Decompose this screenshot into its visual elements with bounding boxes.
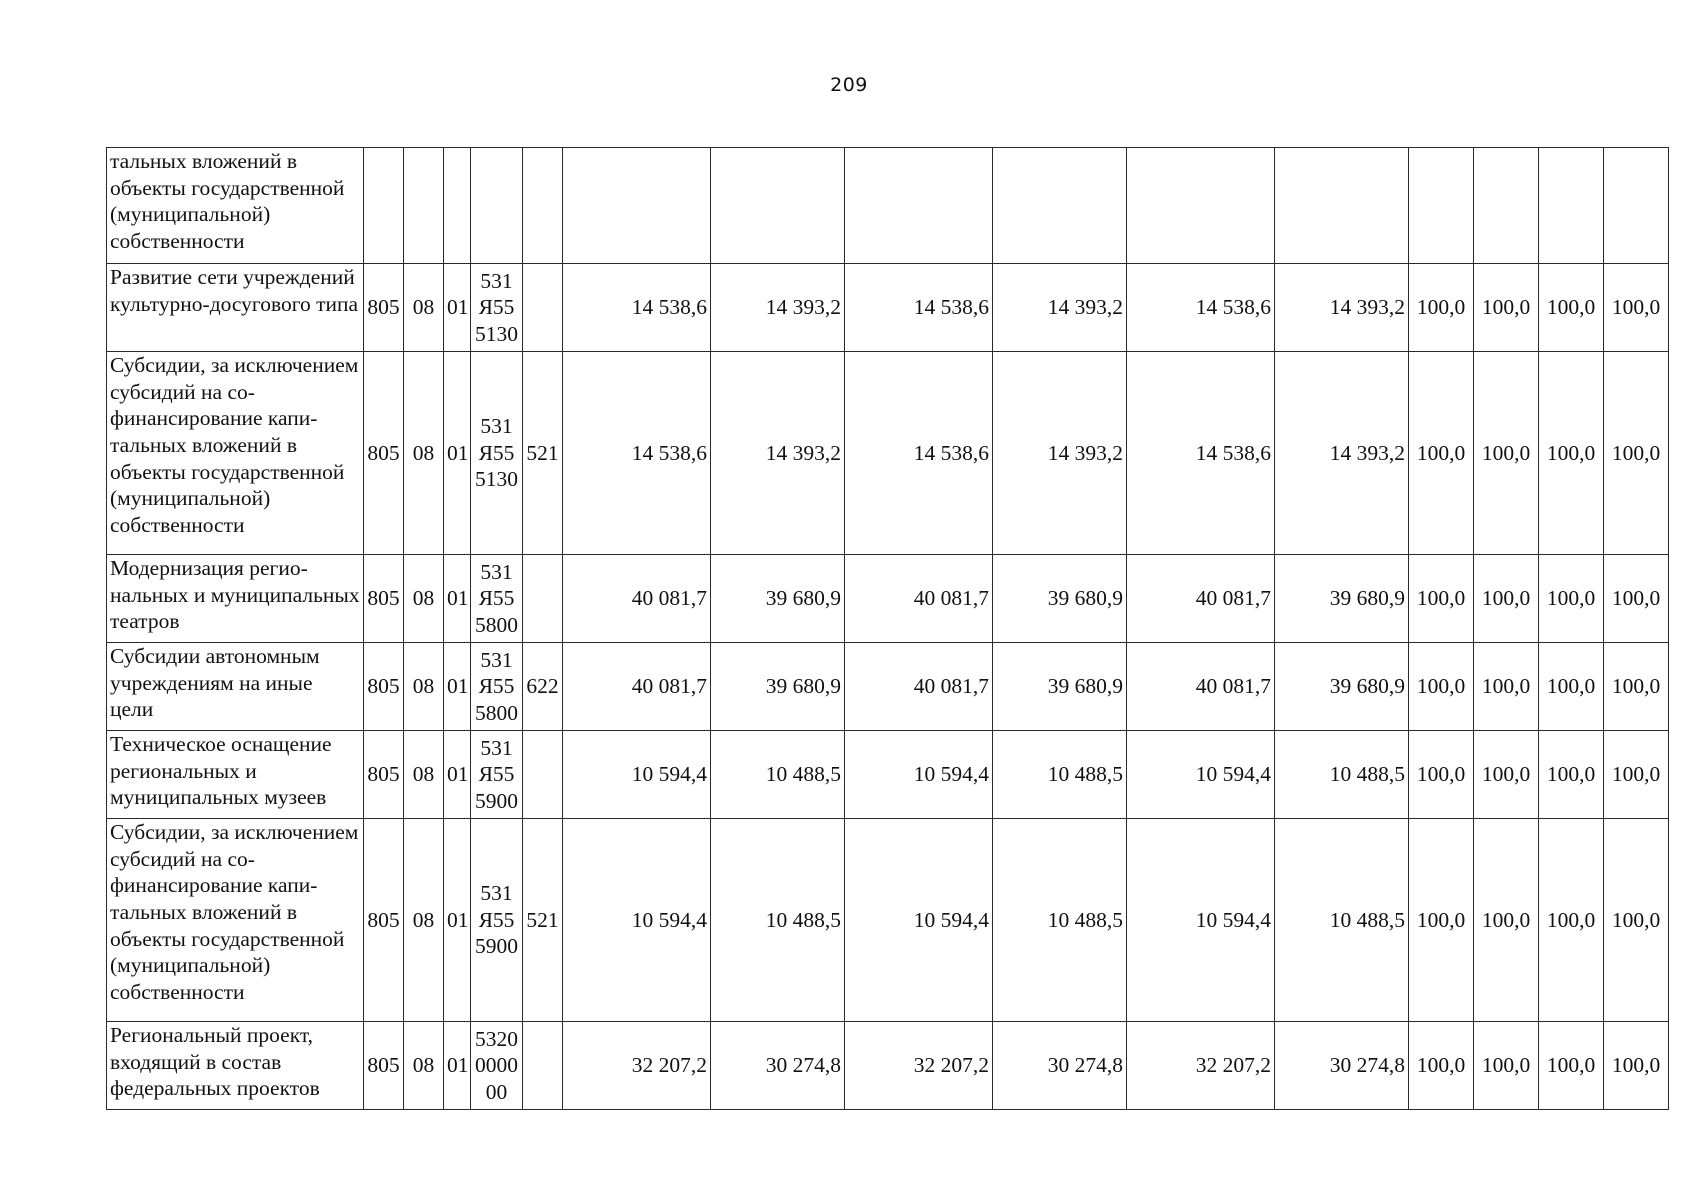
vr-code-cell: [523, 1022, 563, 1110]
amount-cell: 10 488,5: [993, 819, 1127, 1022]
amount-cell: 10 594,4: [1127, 731, 1275, 819]
csr-code-cell: 531Я555800: [471, 555, 523, 643]
amount-cell: 30 274,8: [993, 1022, 1127, 1110]
percent-cell: 100,0: [1539, 352, 1604, 555]
percent-cell: 100,0: [1474, 1022, 1539, 1110]
amount-cell: 10 594,4: [1127, 819, 1275, 1022]
percent-cell: 100,0: [1474, 643, 1539, 731]
amount-cell: 39 680,9: [1275, 643, 1409, 731]
percent-cell: 100,0: [1539, 819, 1604, 1022]
rz-code-cell: 08: [404, 731, 444, 819]
percent-cell: 100,0: [1539, 264, 1604, 352]
percent-cell: 100,0: [1539, 555, 1604, 643]
csr-code-cell: [471, 148, 523, 264]
pr-code-cell: 01: [444, 555, 471, 643]
amount-cell: 10 488,5: [993, 731, 1127, 819]
rz-code-cell: 08: [404, 643, 444, 731]
rz-code-cell: 08: [404, 555, 444, 643]
percent-cell: 100,0: [1409, 555, 1474, 643]
ved-code-cell: 805: [364, 731, 404, 819]
amount-cell: 14 393,2: [993, 264, 1127, 352]
percent-cell: [1604, 148, 1669, 264]
rz-code-cell: 08: [404, 1022, 444, 1110]
amount-cell: [993, 148, 1127, 264]
amount-cell: 10 594,4: [845, 819, 993, 1022]
vr-code-cell: 622: [523, 643, 563, 731]
row-name-cell: тальных вложений в объекты государственной (муниципальной) собственности: [107, 148, 364, 264]
row-name-cell: Техническое оснащение региональных и муниципальных музеев: [107, 731, 364, 819]
rz-code-cell: 08: [404, 352, 444, 555]
ved-code-cell: 805: [364, 1022, 404, 1110]
amount-cell: 14 538,6: [1127, 352, 1275, 555]
percent-cell: 100,0: [1409, 643, 1474, 731]
pr-code-cell: [444, 148, 471, 264]
percent-cell: 100,0: [1474, 352, 1539, 555]
percent-cell: 100,0: [1604, 819, 1669, 1022]
table-row: [107, 352, 1669, 555]
row-name-cell: Развитие сети учреждений культурно-досугового типа: [107, 264, 364, 352]
amount-cell: 10 488,5: [1275, 731, 1409, 819]
amount-cell: 39 680,9: [711, 555, 845, 643]
amount-cell: 40 081,7: [563, 555, 711, 643]
ved-code-cell: 805: [364, 819, 404, 1022]
amount-cell: 40 081,7: [1127, 643, 1275, 731]
csr-code-cell: 531Я555800: [471, 643, 523, 731]
percent-cell: 100,0: [1474, 819, 1539, 1022]
pr-code-cell: 01: [444, 264, 471, 352]
amount-cell: [563, 148, 711, 264]
row-name-cell: Субсидии автономным учреждениям на иные цели: [107, 643, 364, 731]
amount-cell: 10 488,5: [711, 731, 845, 819]
pr-code-cell: 01: [444, 1022, 471, 1110]
amount-cell: 14 393,2: [1275, 264, 1409, 352]
row-name-cell: Субсидии, за исключением субсидий на софинансирование капитальных вложений в объекты государственной (муниципальной) собственности: [107, 352, 364, 555]
amount-cell: 39 680,9: [711, 643, 845, 731]
rz-code-cell: 08: [404, 819, 444, 1022]
percent-cell: 100,0: [1409, 352, 1474, 555]
table-row: [107, 555, 1669, 643]
amount-cell: 14 538,6: [845, 264, 993, 352]
amount-cell: 14 538,6: [1127, 264, 1275, 352]
amount-cell: 39 680,9: [993, 555, 1127, 643]
percent-cell: 100,0: [1604, 352, 1669, 555]
amount-cell: 10 594,4: [845, 731, 993, 819]
percent-cell: 100,0: [1474, 555, 1539, 643]
csr-code-cell: 531Я555900: [471, 819, 523, 1022]
amount-cell: 32 207,2: [845, 1022, 993, 1110]
percent-cell: 100,0: [1409, 819, 1474, 1022]
percent-cell: 100,0: [1539, 731, 1604, 819]
amount-cell: 32 207,2: [1127, 1022, 1275, 1110]
vr-code-cell: [523, 264, 563, 352]
pr-code-cell: 01: [444, 819, 471, 1022]
amount-cell: 10 488,5: [1275, 819, 1409, 1022]
amount-cell: [1127, 148, 1275, 264]
pr-code-cell: 01: [444, 352, 471, 555]
percent-cell: [1474, 148, 1539, 264]
amount-cell: [1275, 148, 1409, 264]
amount-cell: 14 393,2: [1275, 352, 1409, 555]
percent-cell: 100,0: [1604, 555, 1669, 643]
ved-code-cell: 805: [364, 643, 404, 731]
percent-cell: [1409, 148, 1474, 264]
rz-code-cell: [404, 148, 444, 264]
csr-code-cell: 5320000000: [471, 1022, 523, 1110]
amount-cell: 14 538,6: [845, 352, 993, 555]
table-row: [107, 264, 1669, 352]
percent-cell: 100,0: [1604, 643, 1669, 731]
vr-code-cell: [523, 731, 563, 819]
percent-cell: 100,0: [1604, 264, 1669, 352]
percent-cell: 100,0: [1409, 731, 1474, 819]
amount-cell: 39 680,9: [1275, 555, 1409, 643]
row-name-cell: Субсидии, за исключением субсидий на софинансирование капитальных вложений в объекты государственной (муниципальной) собственности: [107, 819, 364, 1022]
amount-cell: 30 274,8: [1275, 1022, 1409, 1110]
percent-cell: 100,0: [1409, 264, 1474, 352]
amount-cell: 40 081,7: [1127, 555, 1275, 643]
percent-cell: 100,0: [1604, 731, 1669, 819]
ved-code-cell: 805: [364, 352, 404, 555]
table-row: [107, 148, 1669, 264]
table-row: [107, 1022, 1669, 1110]
pr-code-cell: 01: [444, 731, 471, 819]
ved-code-cell: 805: [364, 555, 404, 643]
amount-cell: 10 594,4: [563, 731, 711, 819]
amount-cell: 32 207,2: [563, 1022, 711, 1110]
percent-cell: 100,0: [1474, 264, 1539, 352]
amount-cell: 14 393,2: [711, 352, 845, 555]
amount-cell: 14 538,6: [563, 352, 711, 555]
vr-code-cell: 521: [523, 352, 563, 555]
ved-code-cell: 805: [364, 264, 404, 352]
page-number: 209: [830, 74, 868, 96]
table-row: [107, 731, 1669, 819]
vr-code-cell: 521: [523, 819, 563, 1022]
row-name-cell: Модернизация региональных и муниципальных театров: [107, 555, 364, 643]
amount-cell: 14 393,2: [711, 264, 845, 352]
table-row: [107, 643, 1669, 731]
amount-cell: 40 081,7: [845, 555, 993, 643]
vr-code-cell: [523, 555, 563, 643]
rz-code-cell: 08: [404, 264, 444, 352]
amount-cell: 10 594,4: [563, 819, 711, 1022]
amount-cell: 40 081,7: [563, 643, 711, 731]
percent-cell: 100,0: [1539, 643, 1604, 731]
amount-cell: 14 538,6: [563, 264, 711, 352]
csr-code-cell: 531Я555130: [471, 264, 523, 352]
amount-cell: [711, 148, 845, 264]
percent-cell: [1539, 148, 1604, 264]
vr-code-cell: [523, 148, 563, 264]
percent-cell: 100,0: [1409, 1022, 1474, 1110]
budget-table: [106, 147, 1669, 1110]
csr-code-cell: 531Я555900: [471, 731, 523, 819]
amount-cell: 40 081,7: [845, 643, 993, 731]
amount-cell: 39 680,9: [993, 643, 1127, 731]
table-row: [107, 819, 1669, 1022]
ved-code-cell: [364, 148, 404, 264]
csr-code-cell: 531Я555130: [471, 352, 523, 555]
amount-cell: [845, 148, 993, 264]
amount-cell: 30 274,8: [711, 1022, 845, 1110]
percent-cell: 100,0: [1474, 731, 1539, 819]
percent-cell: 100,0: [1539, 1022, 1604, 1110]
table-body: [107, 148, 1669, 1110]
row-name-cell: Региональный проект, входящий в состав федеральных проектов: [107, 1022, 364, 1110]
amount-cell: 14 393,2: [993, 352, 1127, 555]
amount-cell: 10 488,5: [711, 819, 845, 1022]
pr-code-cell: 01: [444, 643, 471, 731]
percent-cell: 100,0: [1604, 1022, 1669, 1110]
